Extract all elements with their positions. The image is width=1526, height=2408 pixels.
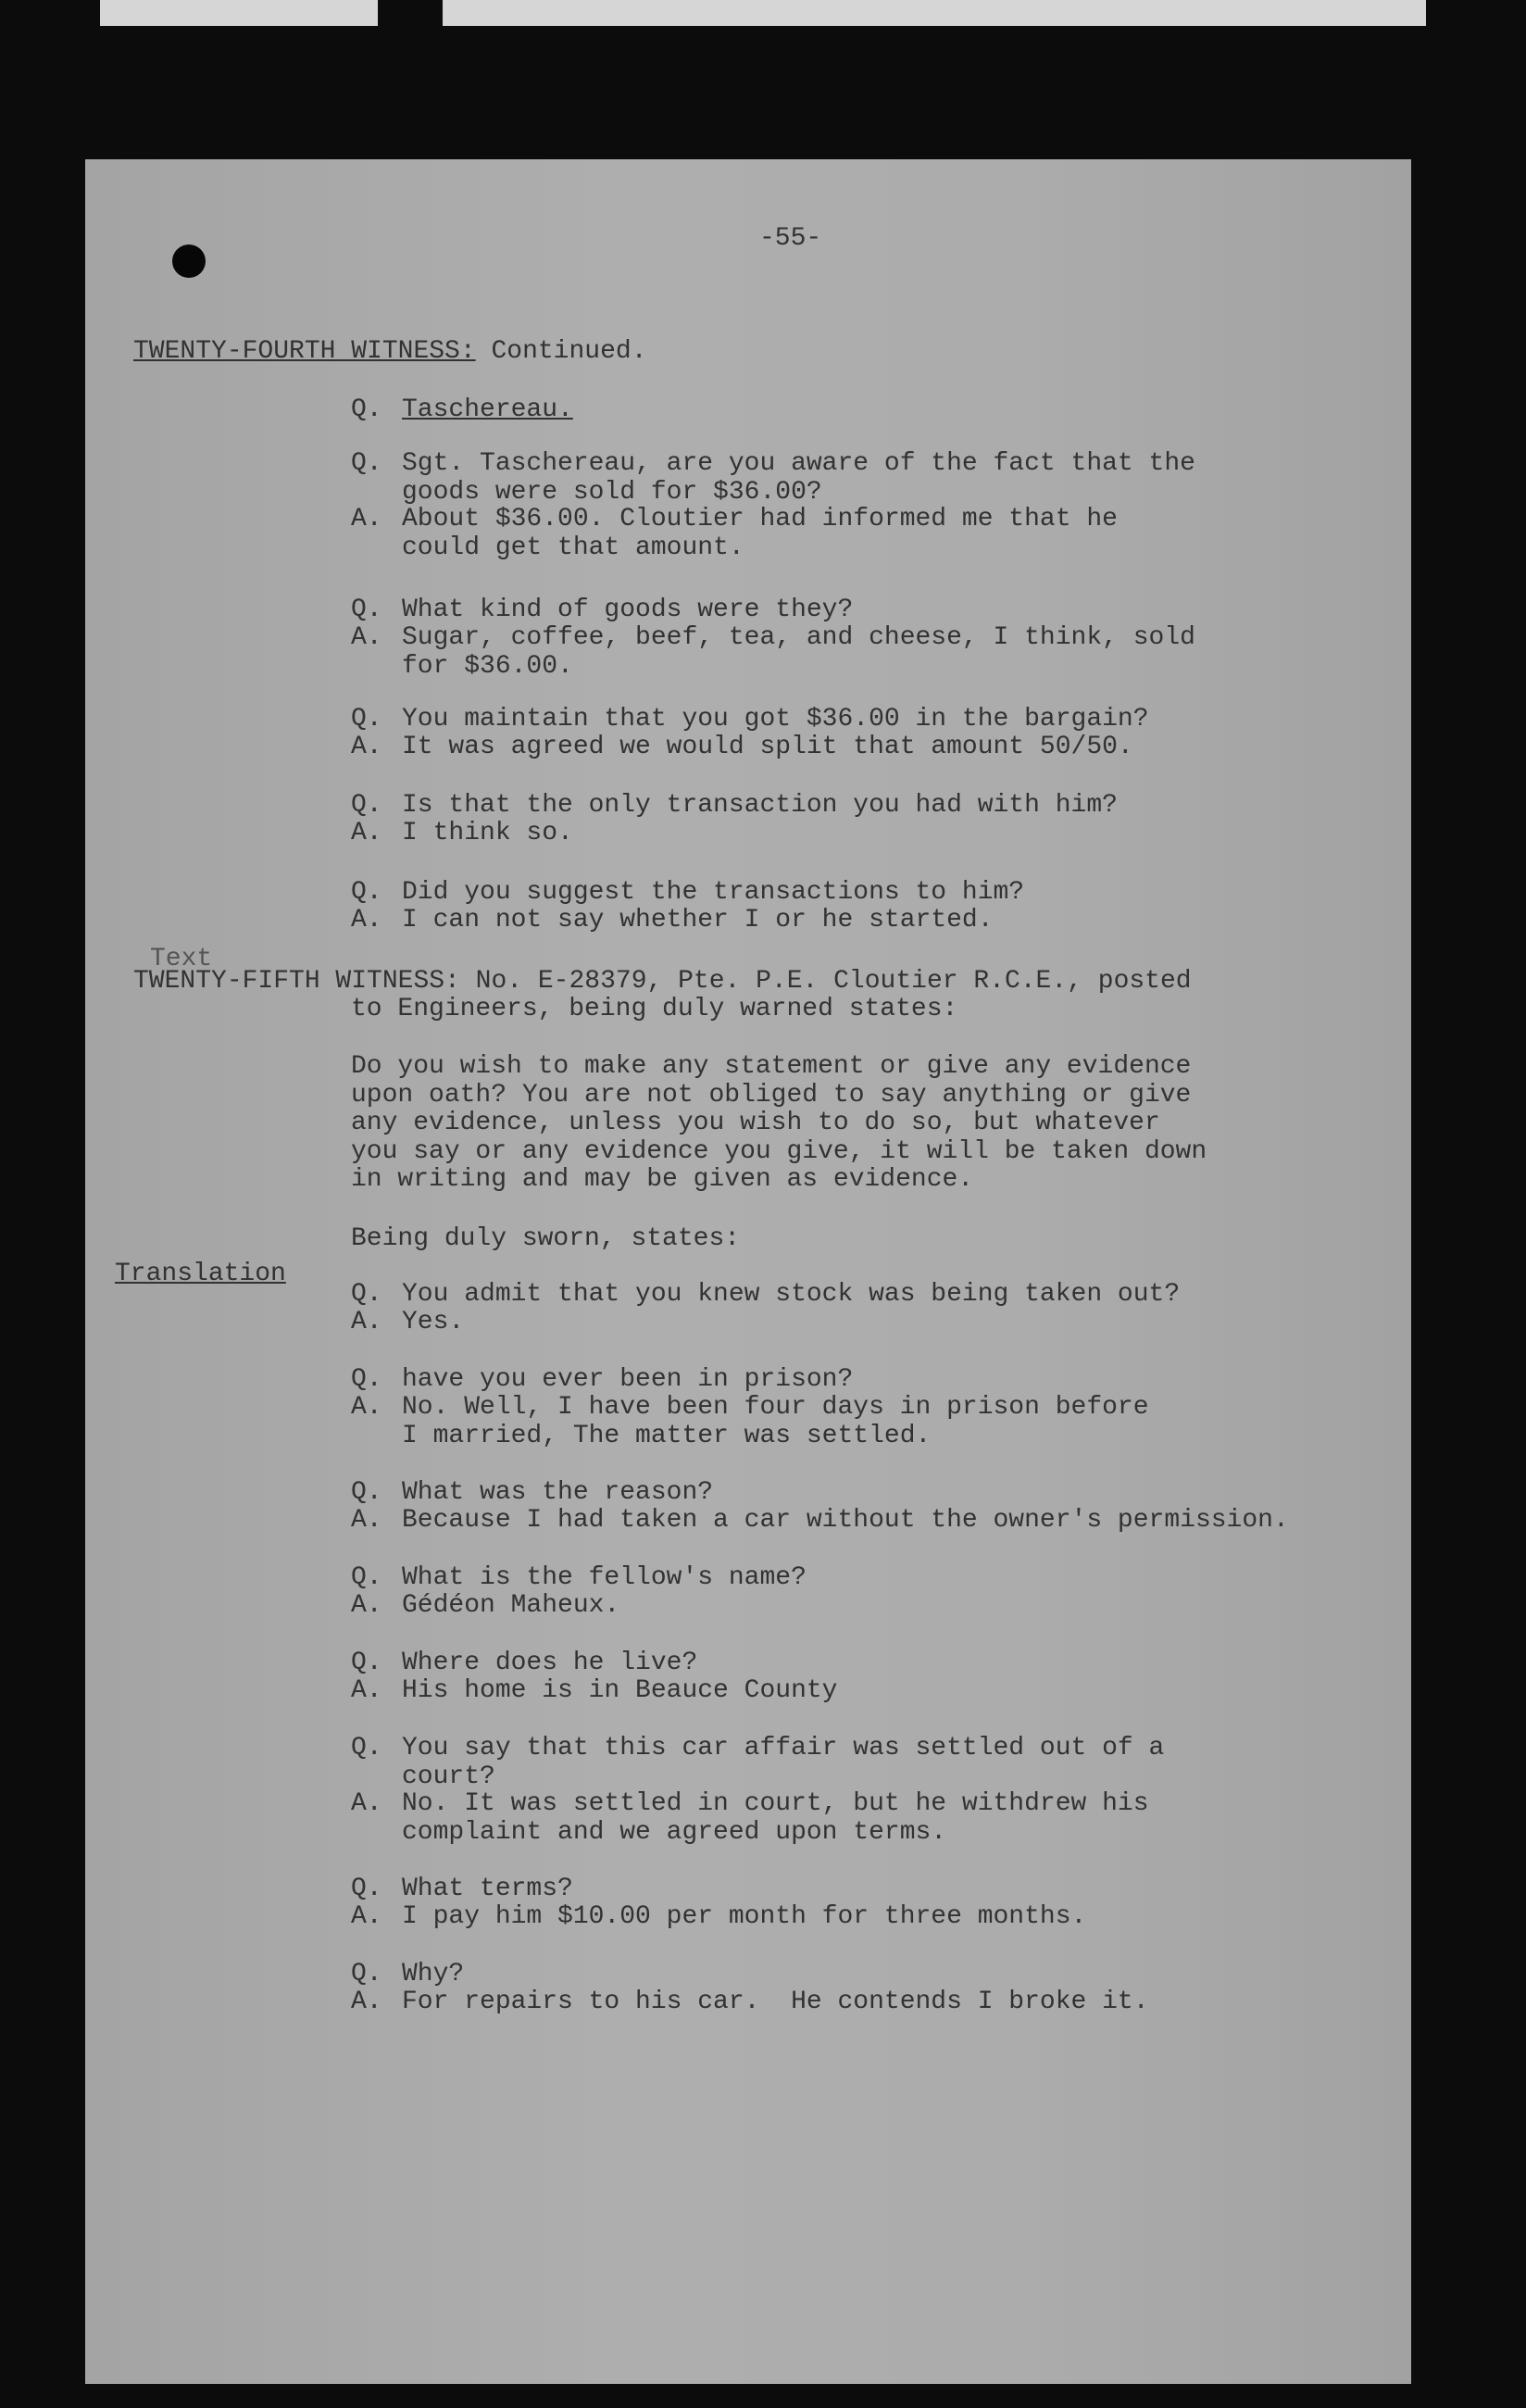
witness-25-details: No. E-28379, Pte. P.E. Cloutier R.C.E., posted (459, 967, 1192, 996)
question-text: You say that this car affair was settled out of a (402, 1734, 1165, 1762)
question-text: What kind of goods were they? (402, 596, 854, 624)
answer-marker: A. (351, 1676, 382, 1705)
question-marker: Q. (351, 1478, 382, 1507)
answer-text: His home is in Beauce County (402, 1676, 838, 1705)
question-marker: Q. (351, 878, 382, 907)
question-text: Did you suggest the transactions to him? (402, 878, 1025, 907)
answer-text: About $36.00. Cloutier had informed me that he (402, 505, 1118, 533)
answer-text: Because I had taken a car without the owner's permission. (402, 1506, 1289, 1535)
caution-line: Do you wish to make any statement or give any evidence (351, 1052, 1192, 1081)
answer-marker: A. (351, 1308, 382, 1336)
question-marker: Q. (351, 449, 382, 478)
question-text: Where does he live? (402, 1649, 698, 1677)
caution-line: any evidence, unless you wish to do so, but whatever (351, 1109, 1160, 1137)
question-text: What was the reason? (402, 1478, 714, 1507)
answer-marker: A. (351, 1591, 382, 1620)
question-text: court? (402, 1762, 495, 1791)
answer-text: No. It was settled in court, but he withdrew his (402, 1789, 1149, 1818)
punch-hole (172, 245, 206, 278)
witness-25-heading: TWENTY-FIFTH WITNESS: (133, 967, 460, 996)
witness-24-heading: TWENTY-FOURTH WITNESS: (133, 337, 476, 366)
answer-marker: A. (351, 1988, 382, 2016)
question-text: have you ever been in prison? (402, 1365, 854, 1394)
caution-line: you say or any evidence you give, it will be taken down (351, 1136, 1207, 1166)
answer-marker: A. (351, 505, 382, 533)
answer-text: could get that amount. (402, 533, 744, 562)
margin-note-translation: Translation (115, 1260, 286, 1288)
question-marker: Q. (351, 1563, 382, 1592)
sworn-statement: Being duly sworn, states: (351, 1224, 741, 1253)
question-text: You admit that you knew stock was being taken out? (402, 1280, 1181, 1309)
answer-text: complaint and we agreed upon terms. (402, 1817, 947, 1847)
answer-text: For repairs to his car. He contends I broke it. (402, 1988, 1149, 2016)
question-marker: Q. (351, 1960, 382, 1988)
question-marker: Q. (351, 791, 382, 820)
answer-text: Gédéon Maheux. (402, 1591, 620, 1620)
question-marker: Q. (351, 705, 382, 734)
question-marker: Q. (351, 1734, 382, 1762)
witness-25-line-2: to Engineers, being duly warned states: (351, 995, 958, 1023)
question-text: Is that the only transaction you had with him? (402, 791, 1118, 820)
section-heading-24 (133, 337, 647, 366)
question-text: What terms? (402, 1875, 573, 1903)
continued-label: Continued. (475, 337, 647, 366)
adjacent-page-edge-left (100, 0, 378, 26)
question-text: You maintain that you got $36.00 in the bargain? (402, 705, 1149, 734)
answer-marker: A. (351, 1902, 382, 1931)
witness-25-line-1 (133, 967, 1192, 996)
answer-text: I married, The matter was settled. (402, 1421, 932, 1450)
answer-text: I can not say whether I or he started. (402, 906, 994, 934)
answer-text: Yes. (402, 1308, 465, 1336)
adjacent-page-edge-right (443, 0, 1426, 26)
margin-note-text: Text (150, 945, 213, 973)
caution-line: in writing and may be given as evidence. (351, 1165, 974, 1194)
question-marker: Q. (351, 1875, 382, 1903)
answer-text: for $36.00. (402, 651, 573, 681)
document-page (85, 159, 1411, 2384)
question-text: Taschereau. (402, 395, 573, 424)
question-text: Why? (402, 1960, 465, 1988)
answer-text: I think so. (402, 819, 573, 847)
page-number: -55- (759, 224, 822, 253)
answer-marker: A. (351, 1789, 382, 1818)
answer-text: I pay him $10.00 per month for three months. (402, 1902, 1087, 1931)
caution-line: upon oath? You are not obliged to say anything or give (351, 1080, 1192, 1110)
answer-text: No. Well, I have been four days in prison before (402, 1393, 1149, 1422)
answer-marker: A. (351, 733, 382, 761)
question-text: goods were sold for $36.00? (402, 477, 822, 507)
question-marker: Q. (351, 1280, 382, 1309)
answer-marker: A. (351, 819, 382, 847)
question-marker: Q. (351, 1649, 382, 1677)
answer-marker: A. (351, 906, 382, 934)
answer-marker: A. (351, 1506, 382, 1535)
question-text: What is the fellow's name? (402, 1563, 807, 1592)
question-marker: Q. (351, 596, 382, 624)
answer-text: Sugar, coffee, beef, tea, and cheese, I think, sold (402, 623, 1195, 652)
question-marker: Q. (351, 1365, 382, 1394)
question-text: Sgt. Taschereau, are you aware of the fact that the (402, 449, 1195, 478)
answer-marker: A. (351, 623, 382, 652)
answer-marker: A. (351, 1393, 382, 1422)
answer-text: It was agreed we would split that amount 50/50. (402, 733, 1133, 761)
question-marker: Q. (351, 395, 382, 424)
